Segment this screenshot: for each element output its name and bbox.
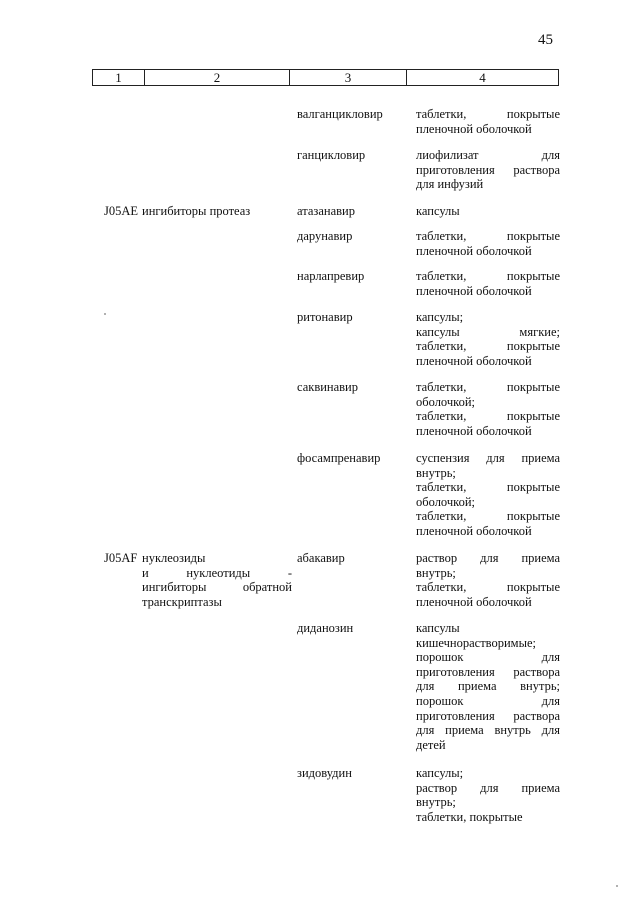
dosage-forms: [416, 229, 560, 258]
drug-name: валганцикловир: [297, 107, 383, 121]
dosage-forms-line: внутрь;: [416, 465, 456, 480]
dosage-forms-line: оболочкой;: [416, 494, 475, 509]
dosage-forms-line: для приема внутрь;: [416, 679, 560, 694]
dosage-forms-line: детей: [416, 737, 446, 752]
dosage-forms-line: таблетки, покрытые: [416, 269, 560, 283]
dosage-forms-line: таблетки, покрытые: [416, 809, 523, 824]
dosage-forms-line: таблетки, покрытые: [416, 107, 560, 121]
dosage-forms-line: раствор для приема: [416, 551, 560, 565]
group-name: [142, 551, 292, 609]
group-name-line: ингибиторы обратной: [142, 580, 292, 595]
dosage-forms: [416, 451, 560, 539]
dosage-forms-line: таблетки, покрытые: [416, 509, 560, 524]
header-col-2: 2: [144, 69, 289, 86]
drug-name: зидовудин: [297, 766, 352, 780]
dosage-forms-line: таблетки, покрытые: [416, 409, 560, 424]
group-name: [142, 204, 292, 219]
dosage-forms-line: внутрь;: [416, 795, 456, 810]
dosage-forms-line: пленочной оболочкой: [416, 121, 532, 136]
dosage-forms-line: пленочной оболочкой: [416, 283, 532, 298]
dosage-forms-line: раствор для приема: [416, 780, 560, 795]
dosage-forms-line: пленочной оболочкой: [416, 423, 532, 438]
dosage-forms-line: лиофилизат для: [416, 148, 560, 162]
drug-name: дарунавир: [297, 229, 353, 243]
dosage-forms: [416, 551, 560, 609]
dosage-forms-line: пленочной оболочкой: [416, 594, 532, 609]
group-name-line: нуклеозиды: [142, 551, 206, 565]
dosage-forms: [416, 269, 560, 298]
dosage-forms-line: пленочной оболочкой: [416, 523, 532, 538]
page-number: 45: [538, 32, 553, 48]
dosage-forms-line: таблетки, покрытые: [416, 229, 560, 243]
group-name-line: и нуклеотиды -: [142, 565, 292, 580]
dosage-forms: [416, 766, 560, 824]
dosage-forms-line: порошок для: [416, 650, 560, 665]
drug-name: атазанавир: [297, 204, 355, 218]
dosage-forms-line: капсулы;: [416, 310, 464, 324]
group-name-line: транскриптазы: [142, 594, 222, 609]
dosage-forms: [416, 621, 560, 752]
dosage-forms: [416, 310, 560, 368]
atc-code: J05AF: [104, 551, 138, 565]
group-name-line: ингибиторы протеаз: [142, 204, 251, 218]
dosage-forms-line: таблетки, покрытые: [416, 380, 560, 394]
dosage-forms-line: для инфузий: [416, 177, 484, 192]
dosage-forms-line: суспензия для приема: [416, 451, 560, 465]
scan-artifact: [616, 885, 618, 887]
atc-code: J05AE: [104, 204, 139, 218]
dosage-forms-line: пленочной оболочкой: [416, 243, 532, 258]
dosage-forms-line: для приема внутрь для: [416, 723, 560, 738]
header-col-3: 3: [289, 69, 406, 86]
dosage-forms-line: приготовления раствора: [416, 162, 560, 177]
dosage-forms: [416, 204, 560, 219]
header-col-4: 4: [406, 69, 559, 86]
drug-name: нарлапревир: [297, 269, 365, 283]
header-col-1: 1: [92, 69, 144, 86]
scan-artifact: [104, 313, 106, 315]
drug-name: саквинавир: [297, 380, 358, 394]
dosage-forms-line: капсулы;: [416, 766, 464, 780]
dosage-forms: [416, 148, 560, 192]
dosage-forms-line: порошок для: [416, 693, 560, 708]
dosage-forms-line: капсулы мягкие;: [416, 324, 560, 339]
drug-name: абакавир: [297, 551, 345, 565]
dosage-forms-line: оболочкой;: [416, 394, 475, 409]
table-header: [92, 69, 559, 86]
dosage-forms-line: капсулы: [416, 204, 460, 218]
dosage-forms: [416, 107, 560, 136]
dosage-forms-line: таблетки, покрытые: [416, 480, 560, 495]
drug-name: ганцикловир: [297, 148, 366, 162]
dosage-forms-line: приготовления раствора: [416, 708, 560, 723]
dosage-forms-line: таблетки, покрытые: [416, 580, 560, 595]
dosage-forms-line: приготовления раствора: [416, 664, 560, 679]
dosage-forms-line: внутрь;: [416, 565, 456, 580]
drug-name: диданозин: [297, 621, 354, 635]
drug-name: фосампренавир: [297, 451, 381, 465]
dosage-forms-line: кишечнорастворимые;: [416, 635, 536, 650]
dosage-forms: [416, 380, 560, 438]
dosage-forms-line: пленочной оболочкой: [416, 353, 532, 368]
drug-name: ритонавир: [297, 310, 353, 324]
dosage-forms-line: таблетки, покрытые: [416, 339, 560, 354]
dosage-forms-line: капсулы: [416, 621, 460, 635]
